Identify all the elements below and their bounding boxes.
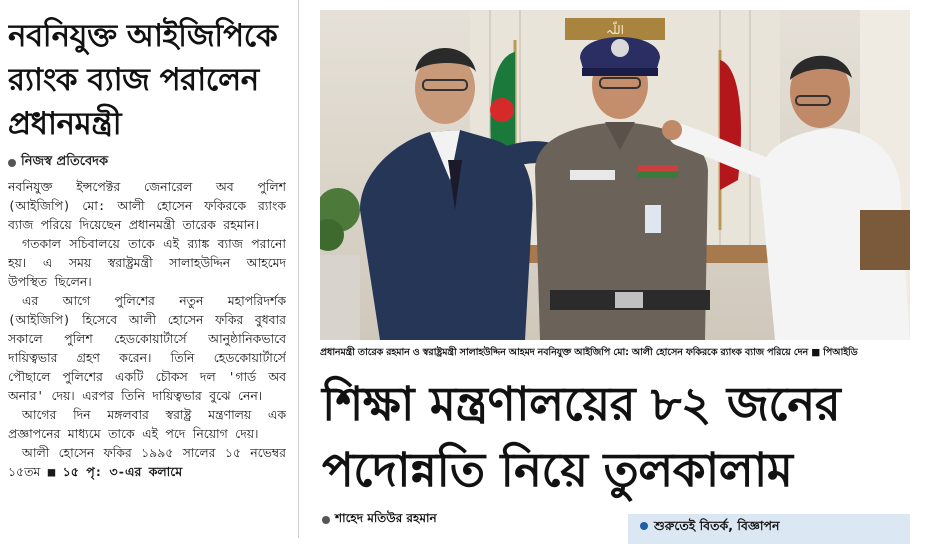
paragraph: এর আগে পুলিশের নতুন মহাপরিদর্শক (আইজিপি) হিসেবে আলী হোসেন ফকির বুধবার সকালে পুলিশ হেডকোয়ার্টার্সে আনুষ্ঠানিকভাবে দায়িত্বভার গ্রহণ করেন। তিনি হেডকোয়ার্টার্সে পৌছালে পুলিশের একটি চৌকস দল 'গার্ড অব অনার' দেয়। এরপর তিনি দায়িত্বভার বুঝে নেন। xyxy=(8,293,286,403)
paragraph: আগের দিন মঙ্গলবার স্বরাষ্ট্র মন্ত্রণালয় এক প্রজ্ঞাপনের মাধ্যমে তাকে এই পদে নিয়োগ দেয়। xyxy=(8,407,286,441)
right-byline-text: শাহেদ মতিউর রহমান xyxy=(335,511,437,525)
continuation-link[interactable]: ■ ১৫ পৃ: ৩-এর কলামে xyxy=(47,464,183,479)
left-headline xyxy=(8,14,286,146)
photo-caption: প্রধানমন্ত্রী তারেক রহমান ও স্বরাষ্ট্রমন্ত্রী সালাহউদ্দিন আহমদ নবনিযুক্ত আইজিপি মো: আলী হোসেন ফকিরকে র‍্যাংক ব্যাজ পরিয়ে দেন ■ পিআইডি xyxy=(320,347,858,358)
paragraph: গতকাল সচিবালয়ে তাকে এই র‍্যাঙ্ক ব্যাজ পরানো হয়। এ সময় স্বরাষ্ট্রমন্ত্রী সালাহউদ্দিন আহমেদ উপস্থিত ছিলেন। xyxy=(8,236,286,289)
left-byline xyxy=(8,152,286,173)
left-article xyxy=(8,14,286,538)
sidebar-box-text: শুরুতেই বিতর্ক, বিজ্ঞাপন xyxy=(654,518,780,533)
paragraph: নবনিযুক্ত ইন্সপেক্টর জেনারেল অব পুলিশ (আইজিপি) মো: আলী হোসেন ফকিরকে র‍্যাংক ব্যাজ পরিয়ে দিয়েছেন প্রধানমন্ত্রী তারেক রহমান। xyxy=(8,179,286,232)
right-byline xyxy=(322,510,437,530)
left-headline-line: প্রধানমন্ত্রী xyxy=(8,106,122,142)
sidebar-box xyxy=(628,514,910,544)
news-photo xyxy=(320,10,910,340)
photo-illustration xyxy=(320,10,910,340)
right-headline-line: পদোন্নতি নিয়ে তুলকালাম xyxy=(322,443,793,498)
left-body xyxy=(8,177,286,481)
left-headline-line: নবনিযুক্ত আইজিপিকে xyxy=(8,18,278,54)
paragraph: আলী হোসেন ফকির ১৯৯৫ সালের ১৫ নভেম্বর ১৫তম xyxy=(8,445,286,479)
column-divider xyxy=(298,0,299,538)
left-byline-text: নিজস্ব প্রতিবেদক xyxy=(21,154,109,169)
bullet-icon xyxy=(640,522,648,530)
right-headline-line: শিক্ষা মন্ত্রণালয়ের ৮২ জনের xyxy=(322,377,841,432)
wall-banner-text: اللّٰہ xyxy=(606,23,624,37)
right-headline xyxy=(322,372,922,504)
bullet-icon xyxy=(8,159,16,167)
left-headline-line: র‍্যাংক ব্যাজ পরালেন xyxy=(8,62,259,98)
bullet-icon xyxy=(322,516,330,524)
paragraph-last xyxy=(8,443,286,481)
